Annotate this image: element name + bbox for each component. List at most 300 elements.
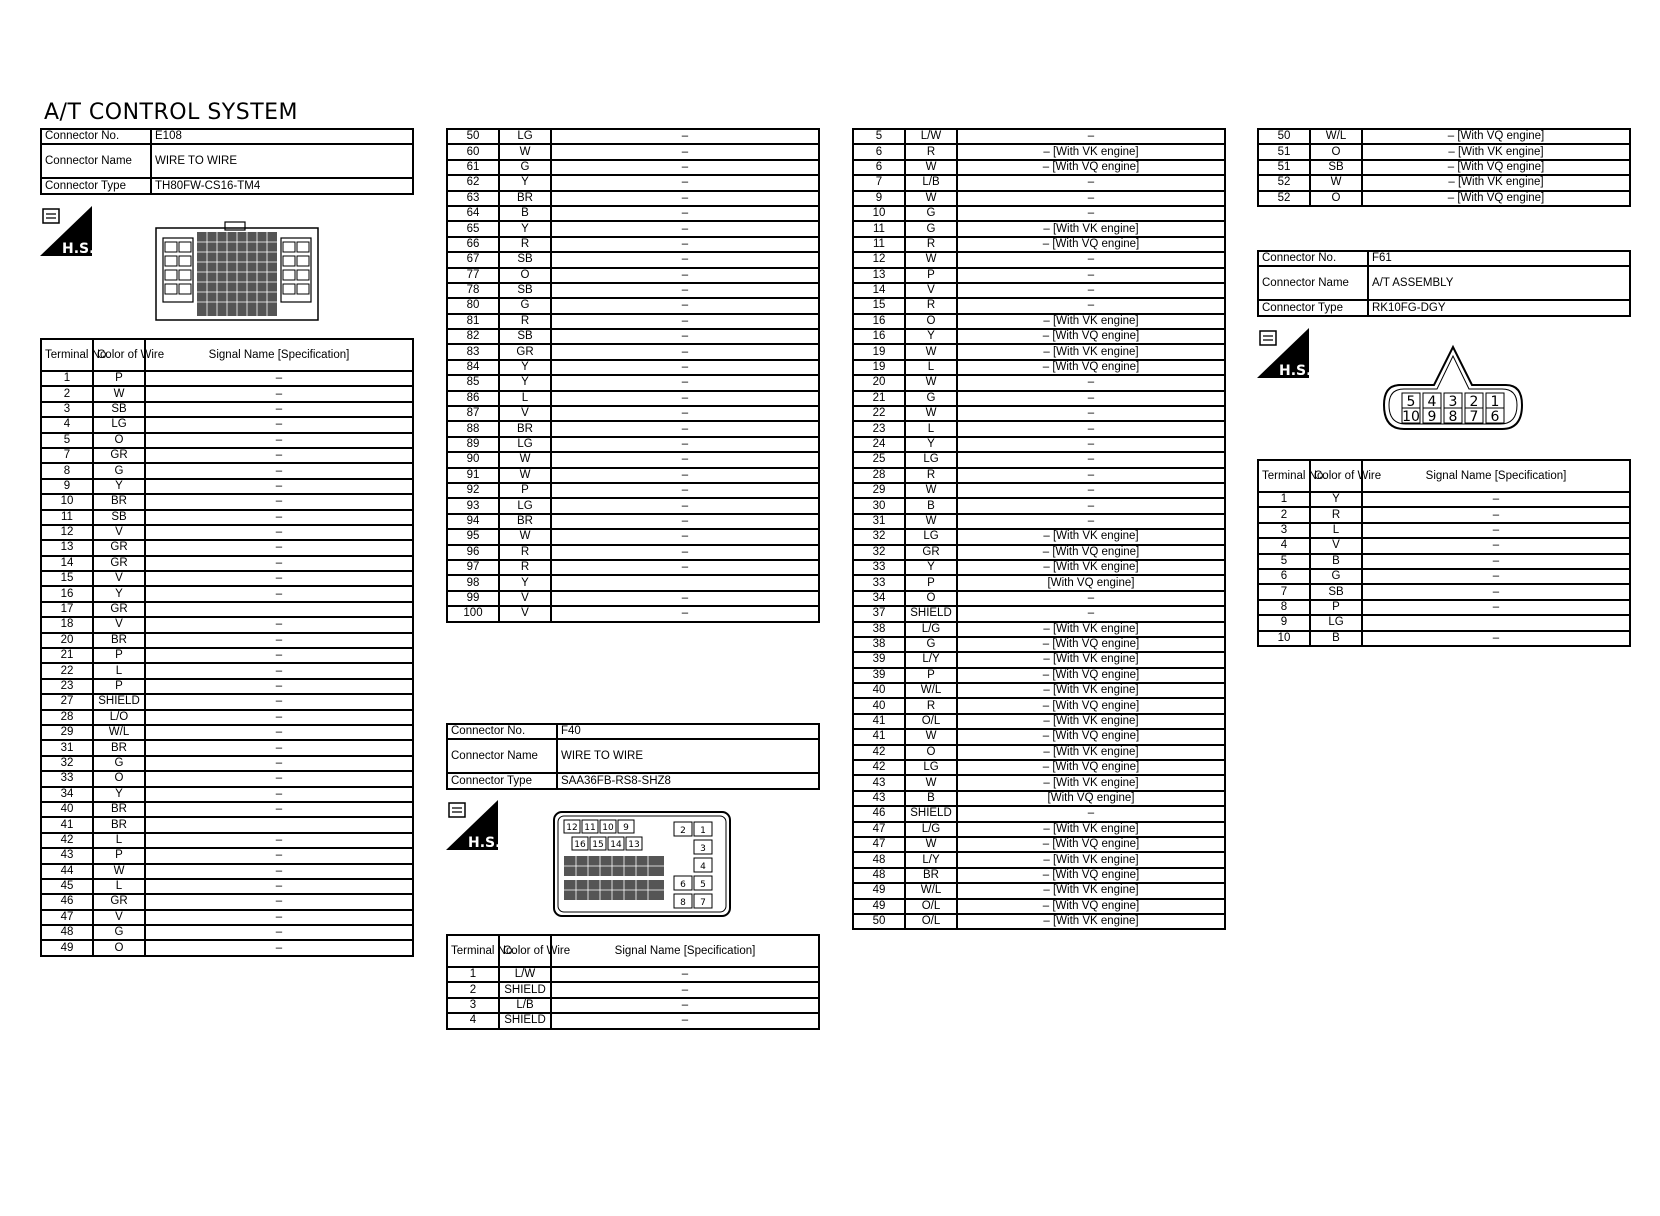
f61-connector-diagram [1380, 343, 1526, 435]
wire-color-cell: W [499, 452, 551, 467]
table-row [41, 848, 413, 863]
terminal-no-cell: 49 [41, 940, 93, 955]
wire-color-cell: L/G [905, 822, 957, 837]
terminal-no-cell: 80 [447, 298, 499, 313]
wire-color-cell: W [905, 729, 957, 744]
pin-label: 9 [1427, 409, 1437, 425]
signal-name-cell: – [145, 694, 413, 709]
wire-color-cell: O [905, 745, 957, 760]
f40-header-table [446, 723, 820, 790]
table-row [41, 433, 413, 448]
terminal-no-cell: 34 [41, 787, 93, 802]
table-row [447, 575, 819, 590]
signal-name-cell: – [145, 725, 413, 740]
signal-name-cell: – [551, 314, 819, 329]
wire-color-cell: SHIELD [499, 982, 551, 997]
signal-name-cell: – [1362, 523, 1630, 538]
connector-name-value: WIRE TO WIRE [151, 144, 413, 178]
terminal-no-cell: 78 [447, 283, 499, 298]
signal-name-cell: – [957, 606, 1225, 621]
signal-name-cell: – [With VQ engine] [957, 637, 1225, 652]
connector-no-value: E108 [151, 129, 413, 144]
wire-color-cell: GR [93, 556, 145, 571]
table-row [447, 529, 819, 544]
terminal-no-cell: 34 [853, 591, 905, 606]
terminal-no-cell: 15 [853, 298, 905, 313]
connector-no-label: Connector No. [447, 724, 557, 739]
signal-name-cell: – [957, 591, 1225, 606]
harness-side-icon [1257, 328, 1312, 379]
table-row [1258, 523, 1630, 538]
terminal-no-cell: 7 [41, 448, 93, 463]
terminal-no-cell: 3 [1258, 523, 1310, 538]
table-row [447, 560, 819, 575]
signal-name-cell: – [957, 806, 1225, 821]
terminal-no-cell: 7 [1258, 584, 1310, 599]
wire-color-cell: V [499, 591, 551, 606]
wire-color-cell: P [93, 648, 145, 663]
pin-label: 7 [1469, 409, 1479, 425]
signal-name-cell: – [145, 802, 413, 817]
table-row [853, 760, 1225, 775]
signal-name-cell: – [551, 998, 819, 1013]
wire-color-cell: B [499, 206, 551, 221]
signal-name-cell: – [551, 360, 819, 375]
pin-label: 12 [566, 823, 578, 833]
signal-name-cell: – [957, 437, 1225, 452]
wire-color-cell: LG [499, 129, 551, 144]
signal-name-cell: – [957, 206, 1225, 221]
wire-color-cell: O [905, 591, 957, 606]
e108-terminal-table-2 [446, 128, 820, 623]
table-row [41, 463, 413, 478]
wire-color-cell: BR [499, 191, 551, 206]
terminal-no-cell: 31 [853, 514, 905, 529]
table-row [41, 940, 413, 955]
terminal-no-cell: 4 [1258, 538, 1310, 553]
wire-color-cell: SB [499, 329, 551, 344]
table-row [447, 483, 819, 498]
signal-name-cell: – [145, 879, 413, 894]
connector-no-value: F61 [1368, 251, 1630, 266]
signal-name-cell: – [1362, 492, 1630, 507]
terminal-no-cell: 85 [447, 375, 499, 390]
signal-name-cell: – [With VQ engine] [1362, 191, 1630, 206]
signal-name-cell: – [145, 402, 413, 417]
signal-name-cell: – [957, 129, 1225, 144]
signal-name-cell: – [145, 910, 413, 925]
wire-color-cell: Y [499, 360, 551, 375]
table-row [447, 283, 819, 298]
connector-type-value: RK10FG-DGY [1368, 300, 1630, 315]
terminal-no-cell: 5 [853, 129, 905, 144]
signal-name-cell: – [145, 771, 413, 786]
terminal-no-cell: 30 [853, 498, 905, 513]
table-row [1258, 600, 1630, 615]
signal-name-cell [145, 602, 413, 617]
signal-name-cell: – [551, 545, 819, 560]
terminal-no-cell: 38 [853, 637, 905, 652]
terminal-no-cell: 39 [853, 668, 905, 683]
signal-name-cell: – [551, 498, 819, 513]
wire-color-cell: O [905, 314, 957, 329]
signal-name-cell [1362, 615, 1630, 630]
terminal-no-cell: 17 [41, 602, 93, 617]
table-row [853, 360, 1225, 375]
signal-name-cell: – [With VK engine] [957, 144, 1225, 159]
terminal-no-cell: 25 [853, 452, 905, 467]
signal-name-cell: – [With VK engine] [957, 914, 1225, 929]
table-row [447, 160, 819, 175]
hs-label: H.S. [468, 835, 501, 851]
terminal-no-cell: 33 [853, 575, 905, 590]
terminal-no-cell: 96 [447, 545, 499, 560]
wire-color-cell: GR [499, 344, 551, 359]
terminal-no-cell: 33 [41, 771, 93, 786]
signal-name-cell: – [551, 514, 819, 529]
signal-name-cell: – [With VK engine] [957, 714, 1225, 729]
signal-name-header: Signal Name [Specification] [551, 935, 819, 967]
table-row [853, 899, 1225, 914]
table-row [41, 679, 413, 694]
wire-color-cell: L [93, 833, 145, 848]
terminal-no-cell: 28 [853, 468, 905, 483]
terminal-no-cell: 23 [41, 679, 93, 694]
signal-name-cell: – [With VQ engine] [957, 160, 1225, 175]
wire-color-cell: O [93, 771, 145, 786]
signal-name-cell: – [957, 514, 1225, 529]
page-title: A/T CONTROL SYSTEM [44, 100, 299, 125]
terminal-no-cell: 63 [447, 191, 499, 206]
wire-color-cell: SB [1310, 584, 1362, 599]
signal-name-cell: – [551, 160, 819, 175]
signal-name-cell: – [551, 421, 819, 436]
terminal-no-cell: 43 [853, 791, 905, 806]
wire-color-cell: O [93, 940, 145, 955]
signal-name-cell: – [551, 283, 819, 298]
wire-color-cell: Y [499, 221, 551, 236]
pin-label: 10 [1402, 409, 1420, 425]
signal-name-cell: – [551, 529, 819, 544]
table-row [853, 622, 1225, 637]
signal-name-cell: – [551, 191, 819, 206]
terminal-no-cell: 12 [41, 525, 93, 540]
wire-color-cell: L/Y [905, 652, 957, 667]
terminal-no-cell: 9 [1258, 615, 1310, 630]
table-row [853, 437, 1225, 452]
wire-color-cell: GR [93, 540, 145, 555]
signal-name-cell: – [1362, 554, 1630, 569]
f40-connector-diagram [552, 810, 732, 918]
signal-name-cell: – [551, 406, 819, 421]
terminal-no-cell: 22 [853, 406, 905, 421]
connector-name-value: A/T ASSEMBLY [1368, 266, 1630, 300]
wire-color-cell: LG [1310, 615, 1362, 630]
terminal-no-cell: 46 [853, 806, 905, 821]
terminal-no-cell: 45 [41, 879, 93, 894]
table-row [1258, 492, 1630, 507]
connector-type-label: Connector Type [41, 178, 151, 193]
wire-color-cell: L/B [499, 998, 551, 1013]
terminal-no-cell: 13 [853, 268, 905, 283]
pin-label: 13 [628, 840, 640, 850]
wire-color-cell: B [1310, 631, 1362, 646]
table-row [41, 371, 413, 386]
wire-color-cell: Y [499, 575, 551, 590]
hs-label: H.S. [62, 241, 95, 257]
color-of-wire-header: Color of Wire [499, 935, 551, 967]
wire-color-cell: W/L [93, 725, 145, 740]
signal-name-cell: – [145, 479, 413, 494]
terminal-no-cell: 52 [1258, 191, 1310, 206]
table-row [853, 683, 1225, 698]
table-row [853, 698, 1225, 713]
pin-label: 11 [584, 823, 596, 833]
wire-color-cell: G [905, 391, 957, 406]
wire-color-cell: W [905, 406, 957, 421]
wire-color-cell: BR [499, 421, 551, 436]
connector-name-label: Connector Name [447, 739, 557, 773]
wire-color-cell: V [499, 606, 551, 621]
wire-color-cell: R [499, 314, 551, 329]
table-row [853, 852, 1225, 867]
signal-name-cell: – [551, 437, 819, 452]
signal-name-cell: – [551, 591, 819, 606]
pin-label: 16 [574, 840, 586, 850]
signal-name-cell: [With VQ engine] [957, 575, 1225, 590]
table-row [41, 740, 413, 755]
table-row [41, 586, 413, 601]
signal-name-cell: – [145, 448, 413, 463]
terminal-no-cell: 32 [853, 545, 905, 560]
table-row [447, 452, 819, 467]
color-of-wire-header: Color of Wire [1310, 460, 1362, 492]
table-row [41, 510, 413, 525]
signal-name-cell: – [957, 452, 1225, 467]
signal-name-cell: – [With VK engine] [1362, 144, 1630, 159]
wire-color-cell: W [1310, 175, 1362, 190]
pin-label: 5 [700, 880, 706, 890]
signal-name-cell: [With VQ engine] [957, 791, 1225, 806]
terminal-no-cell: 7 [853, 175, 905, 190]
table-row [1258, 569, 1630, 584]
connector-type-value: TH80FW-CS16-TM4 [151, 178, 413, 193]
wire-color-cell: GR [93, 602, 145, 617]
signal-name-cell: – [1362, 569, 1630, 584]
wire-color-cell: O [1310, 191, 1362, 206]
terminal-no-cell: 13 [41, 540, 93, 555]
signal-name-cell: – [551, 483, 819, 498]
signal-name-cell: – [1362, 538, 1630, 553]
color-of-wire-header: Color of Wire [93, 339, 145, 371]
table-row [853, 252, 1225, 267]
wire-color-cell: G [499, 298, 551, 313]
terminal-no-cell: 77 [447, 268, 499, 283]
signal-name-cell: – [145, 925, 413, 940]
table-row [853, 560, 1225, 575]
terminal-no-cell: 32 [853, 529, 905, 544]
terminal-no-cell: 42 [853, 760, 905, 775]
wire-color-cell: BR [93, 494, 145, 509]
terminal-no-cell: 1 [41, 371, 93, 386]
signal-name-cell: – [957, 175, 1225, 190]
table-row [447, 514, 819, 529]
wire-color-cell: SB [499, 252, 551, 267]
table-row [41, 540, 413, 555]
terminal-no-cell: 100 [447, 606, 499, 621]
wire-color-cell: LG [905, 452, 957, 467]
wire-color-cell: L [93, 879, 145, 894]
terminal-no-cell: 97 [447, 560, 499, 575]
wire-color-cell: O/L [905, 714, 957, 729]
signal-name-cell: – [145, 540, 413, 555]
signal-name-cell: – [551, 298, 819, 313]
signal-name-cell: – [957, 406, 1225, 421]
table-row [853, 729, 1225, 744]
table-row [41, 787, 413, 802]
wire-color-cell: LG [905, 760, 957, 775]
wire-color-cell: SHIELD [93, 694, 145, 709]
table-row [1258, 554, 1630, 569]
signal-name-cell: – [With VQ engine] [957, 360, 1225, 375]
wire-color-cell: Y [905, 437, 957, 452]
terminal-no-cell: 41 [41, 817, 93, 832]
signal-name-cell: – [With VQ engine] [1362, 160, 1630, 175]
table-row [447, 129, 819, 144]
wire-color-cell: SHIELD [499, 1013, 551, 1028]
wire-color-cell: W [499, 468, 551, 483]
signal-name-cell [551, 575, 819, 590]
table-row [853, 591, 1225, 606]
wire-color-cell: R [499, 560, 551, 575]
table-row [1258, 129, 1630, 144]
pin-label: 1 [1490, 394, 1500, 410]
signal-name-cell: – [With VK engine] [957, 652, 1225, 667]
connector-type-value: SAA36FB-RS8-SHZ8 [557, 773, 819, 788]
table-row [853, 468, 1225, 483]
terminal-no-cell: 14 [41, 556, 93, 571]
wire-color-cell: L [499, 391, 551, 406]
table-row [1258, 538, 1630, 553]
terminal-no-cell: 62 [447, 175, 499, 190]
wire-color-cell: W [499, 144, 551, 159]
wire-color-cell: Y [905, 329, 957, 344]
wire-color-cell: V [93, 910, 145, 925]
table-row [853, 806, 1225, 821]
terminal-no-cell: 40 [853, 683, 905, 698]
pin-label: 4 [700, 862, 706, 872]
signal-name-cell: – [With VK engine] [957, 745, 1225, 760]
table-row [1258, 175, 1630, 190]
terminal-no-cell: 91 [447, 468, 499, 483]
terminal-no-cell: 6 [853, 144, 905, 159]
wire-color-cell: O [1310, 144, 1362, 159]
wire-color-cell: Y [499, 175, 551, 190]
pin-label: 8 [1448, 409, 1458, 425]
connector-no-label: Connector No. [1258, 251, 1368, 266]
terminal-no-cell: 51 [1258, 144, 1310, 159]
wire-color-cell: SHIELD [905, 606, 957, 621]
e108-terminal-table-1 [40, 338, 414, 957]
wire-color-cell: L/Y [905, 852, 957, 867]
terminal-no-cell: 87 [447, 406, 499, 421]
signal-name-cell: – [With VK engine] [957, 314, 1225, 329]
terminal-no-cell: 94 [447, 514, 499, 529]
table-row [853, 283, 1225, 298]
pin-label: 7 [700, 898, 706, 908]
wire-color-cell: O [499, 268, 551, 283]
signal-name-cell: – [551, 129, 819, 144]
terminal-no-cell: 52 [1258, 175, 1310, 190]
signal-name-cell: – [1362, 507, 1630, 522]
signal-name-cell: – [957, 421, 1225, 436]
table-row [853, 868, 1225, 883]
table-row [41, 648, 413, 663]
wire-color-cell: V [93, 571, 145, 586]
table-row [853, 791, 1225, 806]
wire-color-cell: Y [93, 787, 145, 802]
wire-color-cell: V [93, 617, 145, 632]
signal-name-cell: – [145, 679, 413, 694]
wire-color-cell: G [905, 637, 957, 652]
wire-color-cell: P [1310, 600, 1362, 615]
wire-color-cell: BR [93, 740, 145, 755]
table-row [41, 663, 413, 678]
terminal-no-cell: 93 [447, 498, 499, 513]
terminal-no-cell: 9 [41, 479, 93, 494]
terminal-no-cell: 21 [41, 648, 93, 663]
terminal-no-cell: 41 [853, 729, 905, 744]
wire-color-cell: W/L [905, 883, 957, 898]
table-row [853, 314, 1225, 329]
signal-name-cell: – [With VQ engine] [957, 329, 1225, 344]
wire-color-cell: BR [905, 868, 957, 883]
table-row [41, 694, 413, 709]
terminal-no-cell: 8 [41, 463, 93, 478]
wire-color-cell: G [905, 221, 957, 236]
wire-color-cell: R [499, 237, 551, 252]
wire-color-cell: P [93, 371, 145, 386]
wire-color-cell: B [1310, 554, 1362, 569]
table-row [1258, 631, 1630, 646]
wire-color-cell: R [905, 237, 957, 252]
wire-color-cell: G [499, 160, 551, 175]
terminal-no-cell: 3 [41, 402, 93, 417]
terminal-no-cell: 86 [447, 391, 499, 406]
connector-no-label: Connector No. [41, 129, 151, 144]
wire-color-cell: R [905, 698, 957, 713]
table-row [447, 391, 819, 406]
wire-color-cell: O/L [905, 914, 957, 929]
terminal-no-cell: 88 [447, 421, 499, 436]
wire-color-cell: W [905, 483, 957, 498]
signal-name-cell: – [145, 756, 413, 771]
terminal-no-cell: 22 [41, 663, 93, 678]
signal-name-cell: – [With VK engine] [957, 560, 1225, 575]
wire-color-cell: Y [93, 586, 145, 601]
connector-name-value: WIRE TO WIRE [557, 739, 819, 773]
signal-name-cell: – [145, 617, 413, 632]
terminal-no-cell: 8 [1258, 600, 1310, 615]
wire-color-cell: Y [1310, 492, 1362, 507]
table-row [41, 556, 413, 571]
table-row [853, 406, 1225, 421]
signal-name-cell: – [957, 268, 1225, 283]
terminal-no-cell: 61 [447, 160, 499, 175]
f40-terminal-table-2 [852, 128, 1226, 930]
terminal-no-cell: 20 [41, 633, 93, 648]
terminal-no-cell: 42 [41, 833, 93, 848]
